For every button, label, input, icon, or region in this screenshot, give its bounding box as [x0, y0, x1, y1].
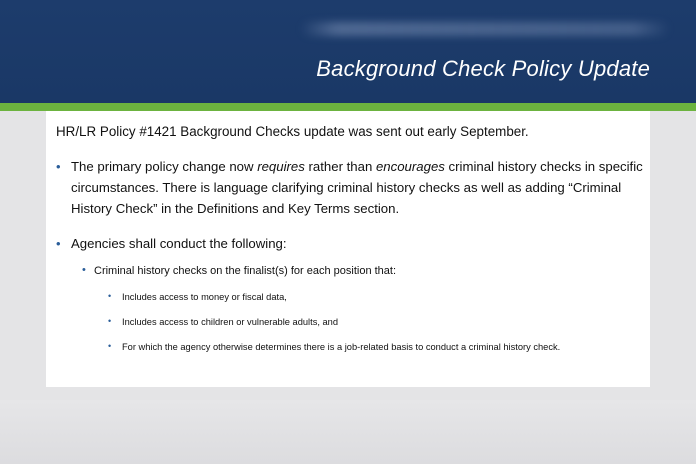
sub-sub-bullet-job-related: [108, 342, 648, 352]
bullet-marker: •: [56, 159, 61, 174]
sub-sub-bullet-text: Includes access to money or fiscal data,: [122, 292, 287, 302]
bullet-marker: •: [56, 236, 61, 251]
sub-bullet-criminal-checks: [82, 265, 642, 277]
bullet-agencies: [56, 233, 646, 254]
blurred-header-text: [300, 22, 670, 36]
accent-bar: [0, 103, 696, 111]
sub-sub-bullet-text: For which the agency otherwise determines there is a job-related basis to conduct a criminal history check.: [122, 342, 561, 352]
sub-sub-bullet-children: [108, 317, 648, 327]
bullet-marker: •: [108, 316, 112, 326]
intro-text: HR/LR Policy #1421 Background Checks update was sent out early September.: [56, 124, 529, 139]
slide-header: [0, 0, 696, 103]
bottom-background: [0, 400, 696, 464]
sub-bullet-text: Criminal history checks on the finalist(s) for each position that:: [94, 265, 397, 277]
bullet-marker: •: [108, 341, 112, 351]
slide-title: Background Check Policy Update: [316, 56, 650, 81]
sub-sub-bullet-text: Includes access to children or vulnerable adults, and: [122, 317, 339, 327]
bullet-policy-change: [56, 156, 646, 219]
bullet-marker: •: [108, 291, 112, 301]
bullet-marker: •: [82, 264, 86, 276]
bullet-agencies-text: Agencies shall conduct the following:: [71, 236, 287, 251]
sub-sub-bullet-money: [108, 292, 648, 302]
bullet-policy-change-text: The primary policy change now requires rather than encourages criminal history checks in specific circumstances. There is language clarifying criminal history checks as well as adding “Criminal History Check” in the Definitions and Key Terms section.: [71, 159, 643, 216]
